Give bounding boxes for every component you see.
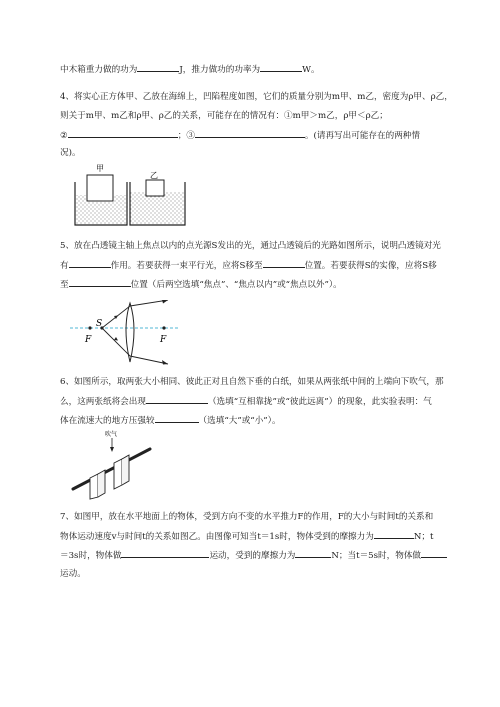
q4-marker-2: ② [60,131,68,141]
q7-line3 [60,546,450,566]
paper-figure [68,427,163,500]
q4-line3 [60,126,450,146]
cube-jia [87,175,113,201]
label-F-right: F [160,335,167,345]
cube-yi [146,180,164,196]
q5-blank-real[interactable] [69,275,131,287]
ray-lower-out [130,356,168,364]
q6-line2-b: （选填“互相靠拢”或“彼此远离”）的现象，此实验表明：气 [207,397,432,407]
q7-blank-motion-5s[interactable] [421,546,447,558]
q7-line2-a: 物体运动速度v与时间t的关系如图乙。由图像可知当t＝1s时，物体受到的摩擦力为 [60,532,374,542]
q7-line2 [60,527,450,547]
q5-line2-a: 有 [60,261,69,271]
label-jia: 甲 [96,164,104,173]
ray-upper-out [130,300,168,306]
q3-blank-power[interactable] [260,60,302,72]
q5-blank-effect[interactable] [69,256,111,268]
q6-line3-a: 体在流速大的地方压强较 [60,416,155,426]
q7-line2-b: N；t [413,532,434,542]
q4-blank-case2[interactable] [68,126,178,138]
q5-line3-a: 至 [60,280,69,290]
paper-left-front [90,474,98,499]
paper-left-back [98,470,105,497]
holder-rod [73,449,150,489]
q3-tail-line [60,60,450,80]
q4-line3-tail: 。(请再写出可能存在的两种情 [304,131,420,141]
q7-line4: 运动。 [60,569,86,579]
focus-left [88,326,91,329]
q6-blank-phenomenon[interactable] [146,392,208,404]
q5-line1: 5、放在凸透镜主轴上焦点以内的点光源S发出的光，通过凸透镜后的光路如图所示，说明凸透镜对光 [60,241,441,251]
q4-line4: 况)。 [60,148,81,158]
q6-line3-b: （选填“大”或“小”）。 [198,416,281,426]
q7-line3-b: 运动，受到的摩擦力为 [209,551,296,561]
arrow-lower [162,360,168,365]
q6-line1: 6、如图所示，取两张大小相同、彼此正对且自然下垂的白纸，如果从两张纸中间的上端向下吹气，那 [60,377,444,387]
label-S: S [96,319,103,329]
label-yi: 乙 [150,171,158,180]
q5-line3 [60,275,450,295]
q7-blank-motion-3s[interactable] [121,546,209,558]
q5-line2-b: 作用。若要获得一束平行光，应将S移至 [110,261,263,271]
arrow-upper [162,300,168,304]
q5-line3-b: 位置（后两空选填“焦点”、“焦点以内”或“焦点以外”）。 [130,280,342,290]
q5-line2 [60,256,450,276]
label-blow: 吹气 [105,431,118,438]
q7-line3-a: ＝3s时，物体做 [60,551,122,561]
q7-blank-friction-1s[interactable] [374,527,414,539]
arrow-lower-in [114,337,118,341]
q3-blank-work[interactable] [137,60,179,72]
blow-arrow-head [110,447,114,452]
q6-line2 [60,392,450,412]
label-F-left: F [85,335,92,345]
q6-line2-a: 么，这两张纸将会出现 [60,397,146,407]
q3-text-unit1: J，推力做功的功率为 [179,65,261,75]
lens-figure [68,300,183,368]
focus-right [162,326,165,329]
sponge-figure [70,160,195,230]
q3-text-unit2: W。 [302,65,320,75]
q4-line1: 4、将实心正方体甲、乙放在海绵上，凹陷程度如图，它们的质量分别为m甲、m乙，密度为ρ甲、ρ乙， [60,92,453,102]
q5-blank-parallel[interactable] [263,256,305,268]
q3-text-prefix: 中木箱重力做的功为 [60,65,138,75]
paper-right-front [114,459,122,489]
q7-line3-c: N；当t＝5s时，物体做 [331,551,422,561]
q4-line2: 则关于m甲、m乙和ρ甲、ρ乙的关系，可能存在的情况有：①m甲＞m乙，ρ甲＜ρ乙； [60,111,388,121]
paper-right-back [122,455,129,485]
sponge-right [130,192,185,225]
q4-marker-3: ；③ [177,131,195,141]
q7-blank-friction-3s[interactable] [295,546,331,558]
q5-line2-c: 位置。若要获得S的实像，应将S移 [304,261,437,271]
q4-blank-case3[interactable] [195,126,305,138]
q6-blank-pressure[interactable] [155,411,199,423]
q7-line1: 7、如图甲，放在水平地面上的物体，受到方向不变的水平推力F的作用，F的大小与时间t的关系和 [60,512,434,522]
